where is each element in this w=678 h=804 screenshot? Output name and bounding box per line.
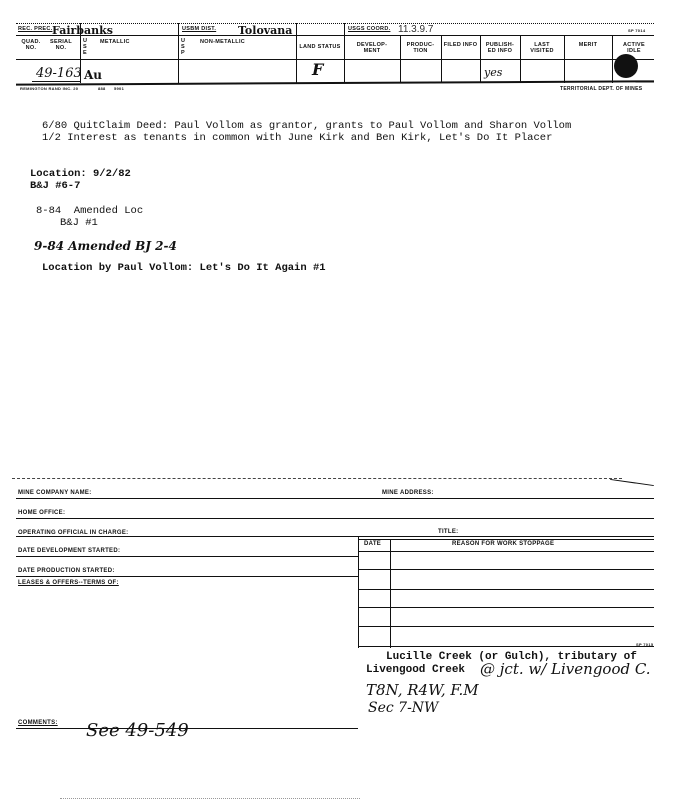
usbm-dist-value: Tolovana	[238, 24, 293, 37]
form-rule	[16, 498, 654, 499]
amended-loc: 8-84 Amended Loc	[36, 205, 144, 217]
usbm-dist-label: USBM DIST.	[182, 26, 217, 32]
deed-line-1: 6/80 QuitClaim Deed: Paul Vollom as grantor, grants to Paul Vollom and Sharon Vollom	[42, 120, 572, 132]
stoppage-row	[358, 607, 654, 608]
metallic-label: METALLIC	[100, 39, 130, 45]
leases-label: LEASES & OFFERS--TERMS OF:	[18, 580, 119, 586]
land-status-value: F	[312, 60, 324, 79]
scan-artifact	[60, 798, 360, 799]
divider	[178, 23, 179, 83]
form-rule	[358, 539, 654, 540]
printer-code: 5901	[114, 86, 125, 91]
comments-label: COMMENTS:	[18, 720, 58, 726]
rec-prec-label: REC. PREC.	[18, 26, 53, 32]
date-development-label: DATE DEVELOPMENT STARTED:	[18, 548, 121, 554]
punch-mark	[614, 54, 638, 78]
form-rule	[16, 576, 358, 577]
divider	[296, 23, 297, 83]
divider	[480, 35, 481, 83]
rec-prec-value: Fairbanks	[52, 24, 113, 37]
home-office-label: HOME OFFICE:	[18, 510, 66, 516]
use-code-nonmetallic: U S P	[181, 38, 186, 56]
stoppage-row	[358, 626, 654, 627]
quad-label: QUAD. NO.	[21, 39, 41, 51]
quad-serial-value: 49-163	[36, 66, 82, 81]
divider	[564, 35, 565, 83]
mine-address-label: MINE ADDRESS:	[382, 490, 434, 496]
published-label: PUBLISH- ED INFO	[485, 42, 515, 54]
land-status-label: LAND STATUS	[299, 44, 341, 50]
creek-junction-handwritten: @ jct. w/ Livengood C.	[480, 660, 651, 678]
creek-line-1: Lucille Creek (or Gulch), tributary of	[386, 651, 637, 663]
printer-code: 888	[98, 86, 106, 91]
form-rule	[16, 556, 358, 557]
nonmetallic-label: NON-METALLIC	[200, 39, 246, 45]
header-bottom-rule	[16, 80, 654, 85]
location-date: Location: 9/2/82	[30, 168, 131, 180]
form-rule	[16, 536, 654, 537]
fold-line	[12, 478, 622, 479]
township-range: T8N, R4W, F.M	[366, 681, 479, 699]
printer-credit: REMINGTON RAND INC. 20	[20, 86, 79, 91]
comments-value: See 49-549	[86, 720, 189, 741]
stoppage-row	[358, 589, 654, 590]
mine-company-label: MINE COMPANY NAME:	[18, 490, 92, 496]
usgs-coord-label: USGS COORD.	[348, 26, 391, 32]
fold-line	[610, 479, 654, 486]
metallic-value: Au	[84, 68, 103, 82]
last-visited-label: LAST VISITED	[530, 42, 554, 54]
bj-number: B&J #6-7	[30, 180, 81, 192]
territorial-dept: TERRITORIAL DEPT. OF MINES	[560, 86, 643, 92]
location-by: Location by Paul Vollom: Let's Do It Again #1	[42, 262, 326, 274]
stoppage-table-border	[358, 536, 359, 648]
divider	[400, 35, 401, 83]
use-code-metallic: U S E	[83, 38, 88, 56]
merit-label: MERIT	[578, 42, 598, 48]
published-value: yes	[484, 66, 503, 79]
section: Sec 7-NW	[368, 700, 439, 716]
deed-line-2: 1/2 Interest as tenants in common with June Kirk and Ben Kirk, Let's Do It Placer	[42, 132, 553, 144]
date-production-label: DATE PRODUCTION STARTED:	[18, 568, 115, 574]
header-rule	[16, 59, 654, 60]
stoppage-table-col	[390, 539, 391, 648]
amended-bj: B&J #1	[60, 217, 98, 229]
operating-official-label: OPERATING OFFICIAL IN CHARGE:	[18, 530, 129, 536]
creek-line-2: Livengood Creek	[366, 664, 466, 676]
divider	[344, 23, 345, 83]
form-rule	[16, 518, 654, 519]
stoppage-row	[358, 569, 654, 570]
serial-label: SERIAL NO.	[50, 39, 72, 51]
form-rule	[358, 551, 654, 552]
stoppage-row	[358, 646, 654, 647]
develop-label: DEVELOP- MENT	[356, 42, 388, 54]
date-col-label: DATE	[364, 541, 382, 547]
divider	[612, 35, 613, 83]
divider	[441, 35, 442, 83]
usgs-coord-value: 11.3.9.7	[398, 24, 434, 35]
production-label: PRODUC- TION	[406, 42, 435, 54]
title-label: TITLE:	[438, 529, 459, 535]
filed-info-label: FILED INFO	[443, 42, 478, 48]
handwritten-amended: 9-84 Amended BJ 2-4	[34, 239, 177, 253]
divider	[520, 35, 521, 83]
reason-label: REASON FOR WORK STOPPAGE	[452, 541, 555, 547]
form-number: SP 7014	[628, 28, 646, 33]
quad-underline	[32, 81, 80, 82]
small-form-number: SP 7015	[636, 642, 654, 647]
active-idle-label: ACTIVE IDLE	[623, 42, 645, 54]
